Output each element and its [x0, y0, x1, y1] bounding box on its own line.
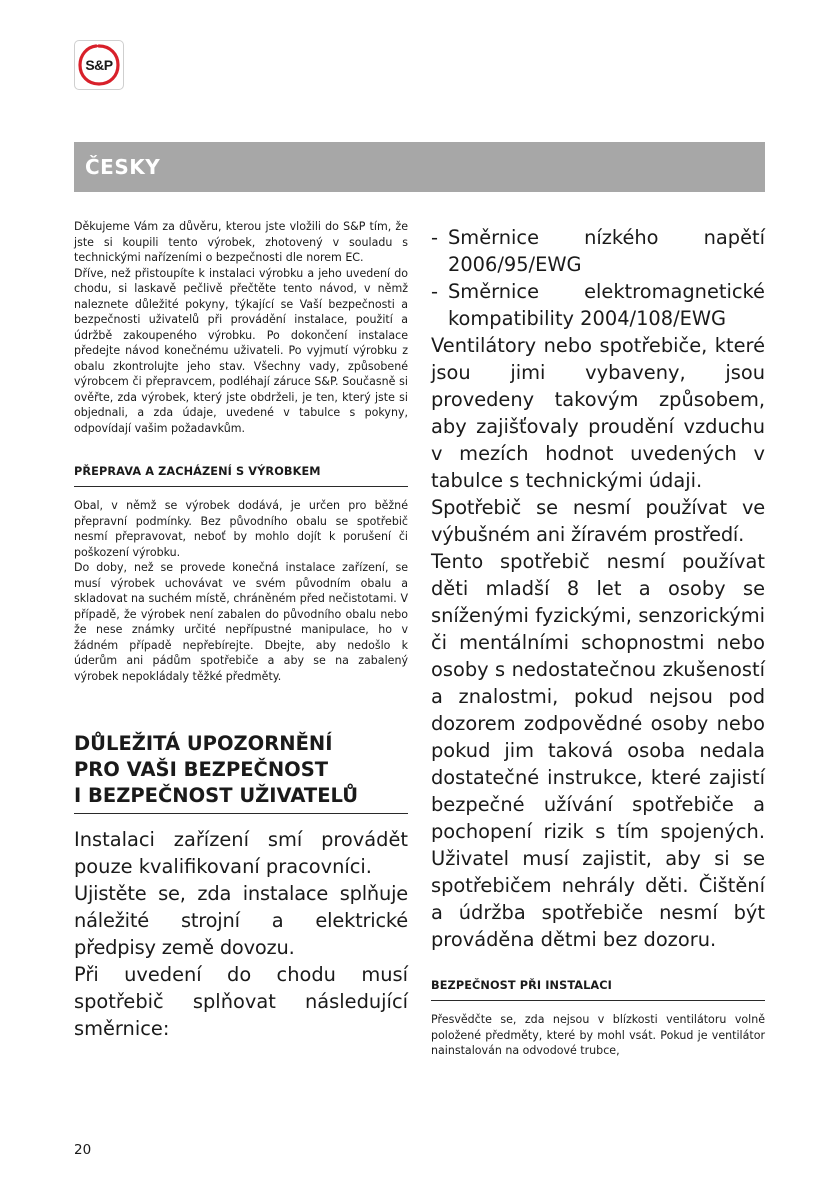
intro-paragraph-1: Děkujeme Vám za důvěru, kterou jste vložili do S&P tím, že jste si koupili tento výrobek, zhotovený v souladu s technickými nařízeními o bezpečnosti dle norem EC. [74, 220, 408, 264]
safety-heading-line-1: DŮLEŽITÁ UPOZORNĚNÍ [74, 732, 333, 755]
safety-heading [74, 731, 408, 814]
safety-paragraph-2: Ujistěte se, zda instalace splňuje náležité strojní a elektrické předpisy země dovozu. [74, 882, 408, 959]
environment-paragraph: Spotřebič se nesmí používat ve výbušném ani žíravém prostředí. [431, 496, 765, 546]
ventilators-paragraph: Ventilátory nebo spotřebiče, které jsou jimi vybaveny, jsou provedeny takovým způsobem, aby zajišťovaly proudění vzduchu v mezích hodnot uvedených v tabulce s technickými údaji. [431, 334, 765, 492]
directive-item-2 [431, 278, 765, 332]
transport-paragraph-2: Do doby, než se provede konečná instalace zařízení, se musí výrobek uchovávat ve svém původním obalu a skladovat na suchém místě, chráněném před nečistotami. V případě, že výrobek není zabalen do původního obalu nebo že nese známky určité nepřípustné manipulace, ho v žádném případě nepřebírejte. Dbejte, aby nedošlo k úderům ani pádům spotřebiče a aby se na zabalený výrobek nepokládaly těžké předměty. [74, 561, 408, 683]
safety-paragraph-3: Při uvedení do chodu musí spotřebič splňovat následující směrnice: [74, 963, 408, 1040]
language-title: ČESKY [85, 155, 161, 179]
transport-paragraph-1: Obal, v němž se výrobek dodává, je určen pro běžné přepravní podmínky. Bez původního obalu se spotřebič nesmí přepravovat, neboť by mohlo dojít k porušení či poškození výrobku. [74, 499, 408, 559]
intro-paragraph-2: Dříve, než přistoupíte k instalaci výrobku a jeho uvedení do chodu, si laskavě pečlivě přečtěte tento návod, v němž naleznete důležité pokyny, týkající se Vaší bezpečnosti a bezpečnosti uživatelů při provádění instalace, použití a údržbě zakoupeného výrobku. Po dokončení instalace předejte návod konečnému uživateli. Po vyjmutí výrobku z obalu zkontrolujte jeho stav. Všechny vady, způsobené výrobcem či přepravcem, podléhají záruce S&P. Současně si ověřte, zda výrobek, který jste obdrželi, je ten, který jste si objednali, a zda údaje, uvedené v tabulce s pokyny, odpovídají vašim požadavkům. [74, 266, 408, 435]
dash-marker: - [431, 226, 438, 249]
safety-heading-line-3: I BEZPEČNOST UŽIVATELŮ [74, 784, 359, 807]
language-bar [74, 142, 765, 192]
sp-logo-icon [75, 41, 123, 89]
install-heading: BEZPEČNOST PŘI INSTALACI [431, 979, 765, 1001]
safety-text [74, 826, 408, 1042]
install-paragraph: Přesvědčte se, zda nejsou v blízkosti ventilátoru volně položené předměty, které by mohl vsát. Pokud je ventilátor nainstalován na odvodové trubce, [431, 1013, 765, 1057]
sp-logo [74, 40, 124, 90]
transport-heading: PŘEPRAVA A ZACHÁZENÍ S VÝROBKEM [74, 465, 408, 487]
right-column [431, 224, 765, 1059]
directive-item-1 [431, 224, 765, 278]
children-paragraph: Tento spotřebič nesmí používat děti mladší 8 let a osoby se sníženými fyzickými, senzorickými či mentálními schopnostmi nebo osoby s nedostatečnou zkušeností a znalostmi, pokud nejsou pod dozorem zodpovědné osoby nebo pokud jim taková osoba nedala dostatečné instrukce, které zajistí bezpečné užívání spotřebiče a pochopení rizik s tím spojených. Uživatel musí zajistit, aby si se spotřebičem nehrály děti. Čištění a údržba spotřebiče nesmí být prováděna dětmi bez dozoru. [431, 550, 765, 951]
directive-text-1: Směrnice nízkého napětí 2006/95/EWG [448, 226, 765, 276]
dash-marker: - [431, 280, 438, 303]
directive-text-2: Směrnice elektromagnetické kompatibility 2004/108/EWG [448, 280, 765, 330]
left-column [74, 219, 408, 1042]
logo-text: S&P [85, 57, 113, 73]
safety-paragraph-1: Instalaci zařízení smí provádět pouze kvalifikovaní pracovníci. [74, 828, 408, 878]
page-number: 20 [74, 1142, 92, 1158]
safety-heading-line-2: PRO VAŠI BEZPEČNOST [74, 758, 329, 781]
